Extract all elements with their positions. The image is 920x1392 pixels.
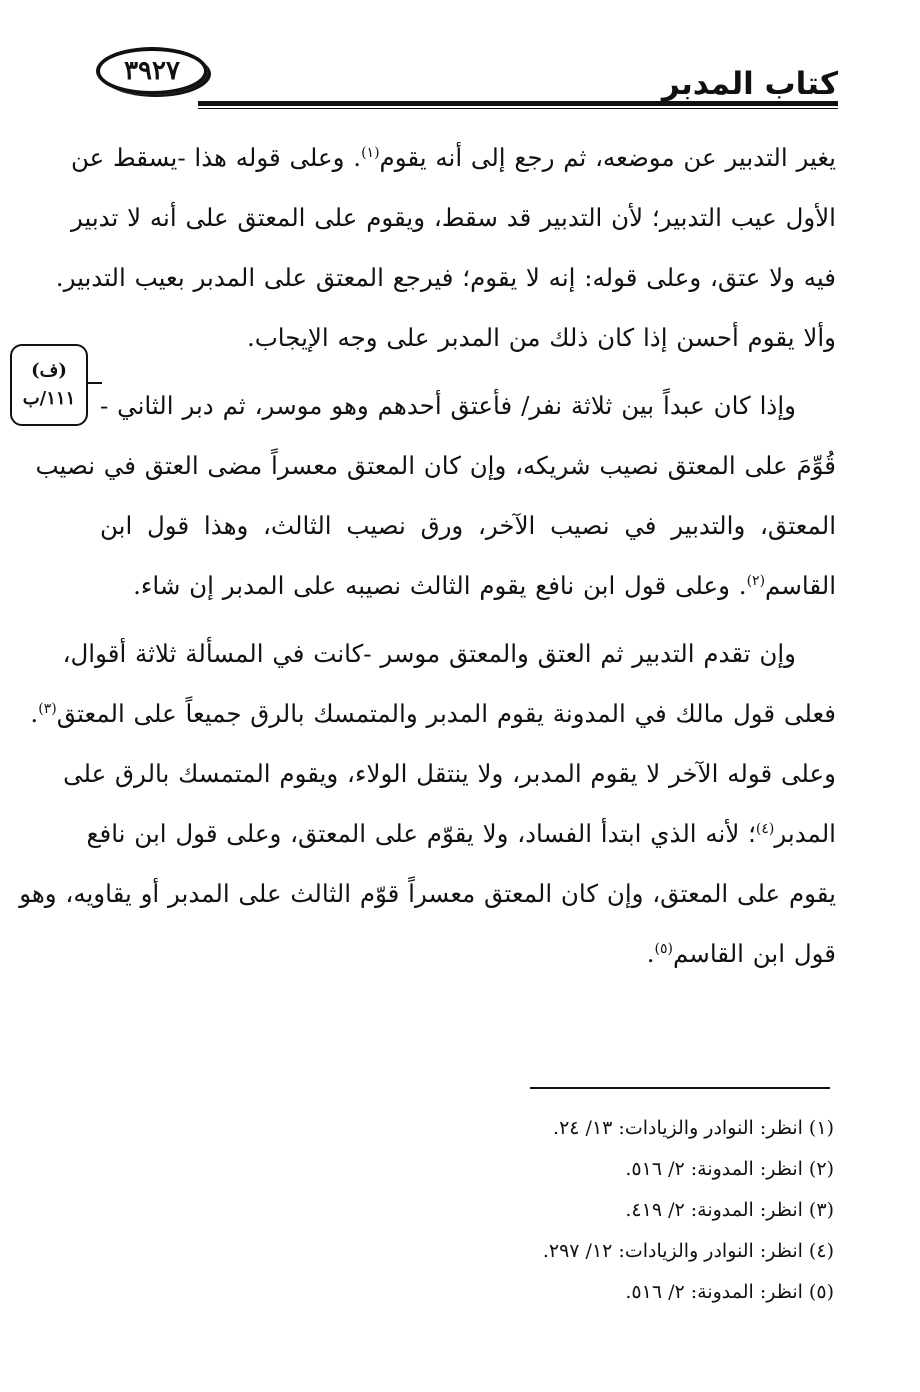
footnote-2: (٢) انظر: المدونة: ٢/ ٥١٦.: [625, 1158, 834, 1180]
footnote-3: (٣) انظر: المدونة: ٢/ ٤١٩.: [625, 1199, 834, 1221]
text-line: المعتق، والتدبير في نصيب الآخر، ورق نصيب الثالث، وهذا قول ابن: [100, 511, 836, 540]
text-line: القاسم$^{(٢)}$. وعلى قول ابن نافع يقوم الثالث نصيبه على المدبر إن شاء.: [133, 571, 836, 600]
text-line: قول ابن القاسم$^{(٥)}$.: [646, 939, 836, 968]
text-line: وألا يقوم أحسن إذا كان ذلك من المدبر على وجه الإيجاب.: [246, 323, 836, 352]
footnote-4: (٤) انظر: النوادر والزيادات: ١٢/ ٢٩٧.: [542, 1240, 834, 1262]
footnote-separator: [530, 1087, 830, 1089]
running-header-title: كتاب المدبر: [661, 66, 838, 102]
footnote-1: (١) انظر: النوادر والزيادات: ١٣/ ٢٤.: [553, 1117, 834, 1139]
footnote-ref: (٢): [746, 572, 766, 589]
footnote-ref: (٣): [38, 700, 57, 717]
folio-note-line-1: (ف): [31, 360, 67, 381]
text-line: قُوِّمَ على المعتق نصيب شريكه، وإن كان المعتق معسراً مضى العتق في نصيب: [35, 451, 836, 480]
footnote-ref: (١): [361, 144, 380, 161]
text-line: الأول عيب التدبير؛ لأن التدبير قد سقط، ويقوم على المعتق على أنه لا تدبير: [70, 203, 836, 232]
text-line: يقوم على المعتق، وإن كان المعتق معسراً قوّم الثالث على المدبر أو يقاويه، وهو: [19, 879, 836, 908]
text-line: يغير التدبير عن موضعه، ثم رجع إلى أنه يقوم$^{(١)}$. وعلى قوله هذا -يسقط عن: [70, 143, 836, 172]
footnote-5: (٥) انظر: المدونة: ٢/ ٥١٦.: [625, 1281, 834, 1303]
footnote-ref: (٤): [755, 820, 775, 837]
text-line: المدبر$^{(٤)}$؛ لأنه الذي ابتدأ الفساد، ولا يقوّم على المعتق، وعلى قول ابن نافع: [86, 819, 836, 848]
text-line: فيه ولا عتق، وعلى قوله: إنه لا يقوم؛ فيرجع المعتق على المدبر بعيب التدبير.: [55, 263, 836, 292]
footnotes: [414, 1108, 834, 1313]
header-rule: [198, 101, 838, 109]
text-line: وعلى قوله الآخر لا يقوم المدبر، ولا ينتقل الولاء، ويقوم المتمسك بالرق على: [63, 759, 836, 788]
folio-note-line-2: ١١١/ب: [22, 388, 76, 409]
text-line: وإذا كان عبداً بين ثلاثة نفر/ فأعتق أحدهم وهو موسر، ثم دبر الثاني -: [100, 391, 796, 420]
footnote-ref: (٥): [654, 940, 673, 957]
text-line: وإن تقدم التدبير ثم العتق والمعتق موسر -كانت في المسألة ثلاثة أقوال،: [62, 639, 796, 668]
text-line: فعلى قول مالك في المدونة يقوم المدبر والمتمسك بالرق جميعاً على المعتق$^{(٣)}$.: [30, 699, 836, 728]
page-number: ٣٩٢٧: [96, 47, 208, 95]
manuscript-folio-note: [10, 344, 88, 426]
